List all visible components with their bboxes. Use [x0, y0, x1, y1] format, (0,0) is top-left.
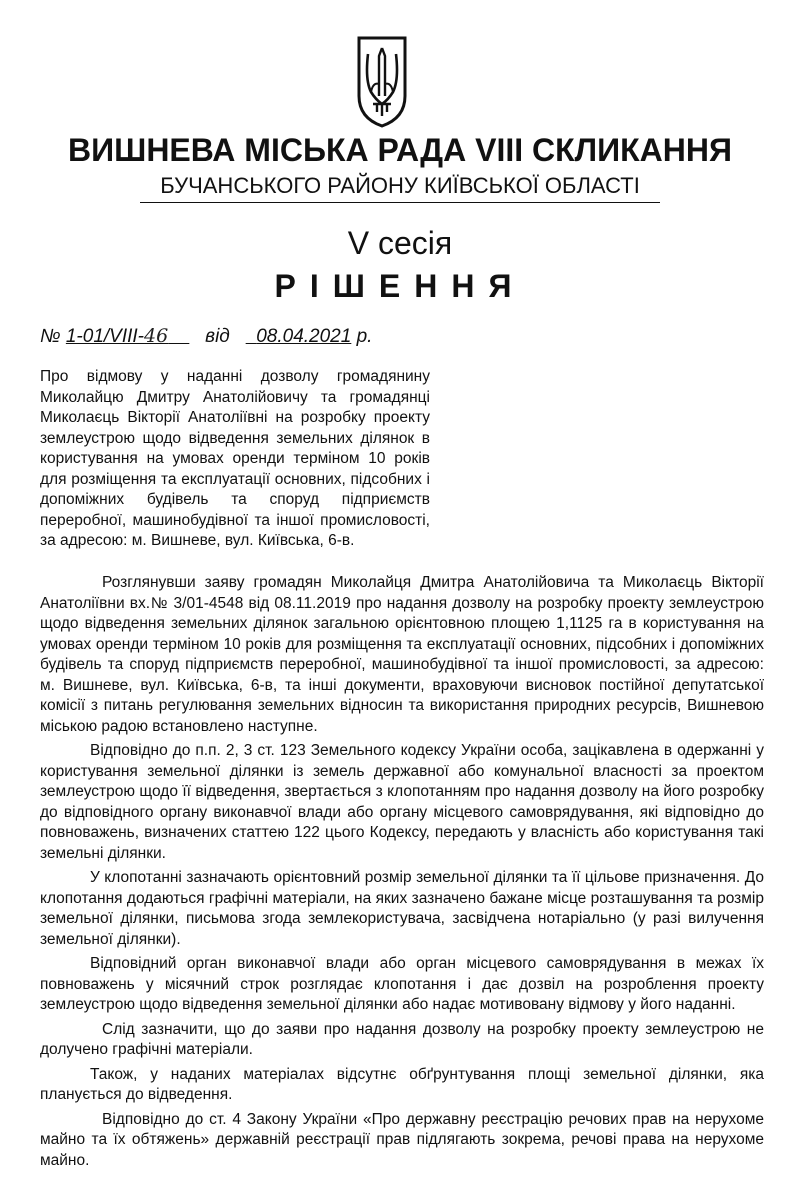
- paragraph: Відповідно до п.п. 2, 3 ст. 123 Земельного кодексу України особа, зацікавлена в одержанні у користування земельної ділянки із земель державної або комунальної власності за проектом землеустрою щодо її відведення, звертається з клопотанням про надання дозволу на його розробку до відповідного органу виконавчої влади або органу місцевого самоврядування, які відповідно до повноважень, визначених статтею 122 цього Кодексу, передають у власність або користування такі земельні ділянки.: [40, 742, 764, 862]
- document-number: [40, 325, 372, 348]
- district-subtitle: БУЧАНСЬКОГО РАЙОНУ КИЇВСЬКОЇ ОБЛАСТІ: [140, 173, 660, 203]
- trident-emblem-icon: [355, 34, 409, 128]
- paragraph: Слід зазначити, що до заяви про надання дозволу на розробку проекту землеустрою не долучено графічні матеріали.: [40, 1020, 764, 1058]
- council-title: ВИШНЕВА МІСЬКА РАДА VIII СКЛИКАННЯ: [68, 132, 732, 168]
- decision-heading: РІШЕННЯ: [274, 268, 526, 304]
- session-label: V сесія: [347, 225, 453, 261]
- paragraph: Розглянувши заяву громадян Миколайця Дмитра Анатолійовича та Миколаєць Вікторії Анатоліївни вх.№ 3/01-4548 від 08.11.2019 про надання дозволу на розробку проекту землеустрою щодо відведення земельних ділянок загальною орієнтовною площею 1,1125 га в користування на умовах оренди терміном 10 років для розміщення та експлуатації основних, підсобних і допоміжних будівель та споруд підприємств переробної, машинобудівної та іншої промисловості, за адресою: м. Вишневе, вул. Київська, 6-в, та інші документи, враховуючи висновок постійної депутатської комісії з питань регулювання земельних відносин та використання природних ресурсів, Вишневою міською радою встановлено наступне.: [40, 574, 764, 735]
- paragraph: У клопотанні зазначають орієнтовний розмір земельної ділянки та її цільове призначення. До клопотання додаються графічні матеріали, на яких зазначено бажане місце розташування та розмір земельної ділянки, письмова згода землекористувача, засвідчена нотаріально (у разі вилучення земельної ділянки).: [40, 869, 764, 948]
- number-value: 1-01/VIII-46: [65, 325, 169, 347]
- decision-subject: Про відмову у наданні дозволу громадянину Миколайцю Дмитру Анатолійовичу та громадянці Миколаєць Вікторії Анатоліївні на розробку проекту землеустрою щодо відведення земельних ділянок в користування на умовах оренди терміном 10 років для розміщення та експлуатації основних, підсобних і допоміжних будівель та споруд підприємств переробної, машинобудівної та іншої промисловості, за адресою: м. Вишневе, вул. Київська, 6-в.: [40, 368, 430, 549]
- decision-body: [40, 573, 764, 1175]
- paragraph: Відповідний орган виконавчої влади або орган місцевого самоврядування в межах їх повноважень у місячний строк розглядає клопотання і дає дозвіл на розроблення проекту землеустрою щодо відведення земельної ділянки або надає мотивовану відмову у його наданні.: [40, 955, 764, 1013]
- document-date: 08.04.2021: [256, 326, 352, 347]
- paragraph: Також, у наданих матеріалах відсутнє обґрунтування площі земельної ділянки, яка планується до відведення.: [40, 1065, 764, 1103]
- number-sign: №: [40, 326, 61, 347]
- year-suffix: р.: [356, 326, 373, 347]
- paragraph: Відповідно до ст. 4 Закону України «Про державну реєстрацію речових прав на нерухоме майно та їх обтяжень» державній реєстрації прав підлягають зокрема, речові права на нерухоме майно.: [40, 1110, 764, 1169]
- handwritten-number: 46: [144, 325, 169, 347]
- from-label: від: [205, 326, 230, 347]
